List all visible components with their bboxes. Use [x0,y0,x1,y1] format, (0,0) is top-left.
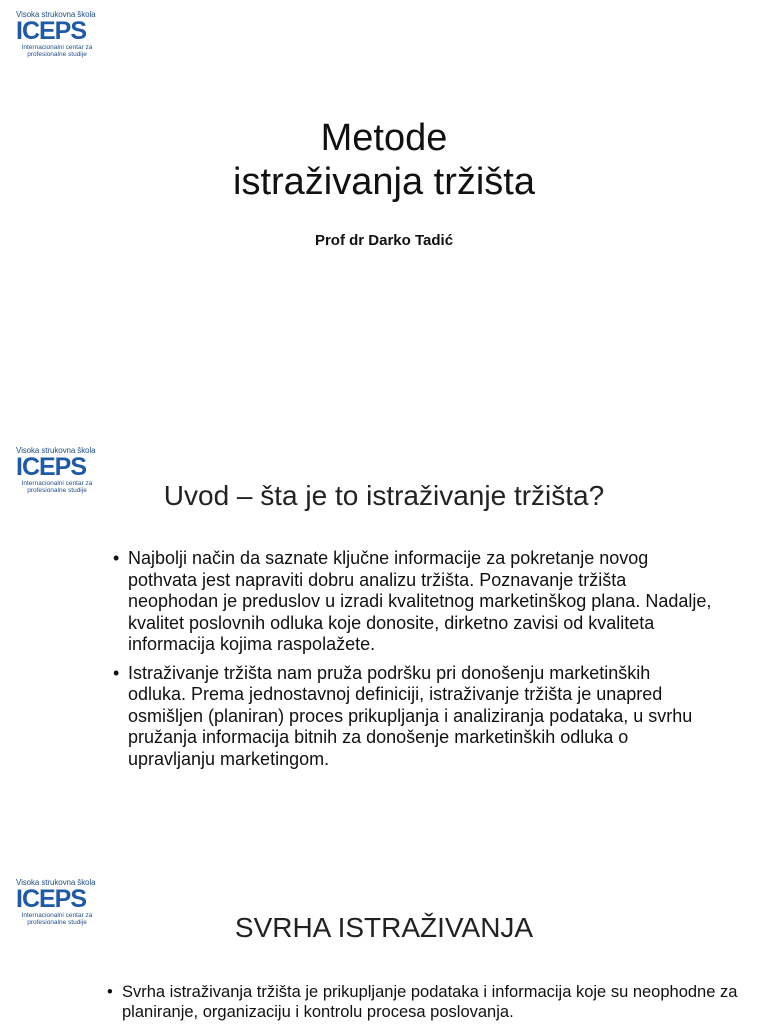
bullet-list [113,548,713,777]
bullet-item: • Najbolji način da saznate ključne informacije za pokretanje novog pothvata jest napraviti dobru analizu tržišta. Poznavanje tržišta neophodan je preduslov u izradi kvalitetnog marketinškog plana. Nadalje, kvalitet poslovnih odluka koje donosite, dirketno zavisi od kvaliteta informacija kojima raspolažete. [113,548,713,656]
logo-wordmark: ICEPS [16,885,87,913]
slide-introduction [0,432,768,864]
slide-purpose [0,864,768,1024]
title-line-2: istraživanja tržišta [233,161,535,203]
bullet-item: • Svrha istraživanja tržišta je prikupljanje podataka i informacija koje su neophodne za planiranje, organizaciju i kontrolu procesa poslovanja. [107,982,747,1022]
logo-subtitle: Internacionalni centar za profesionalne studije [21,44,93,58]
slide-heading: SVRHA ISTRAŽIVANJA [234,912,534,943]
logo-wordmark: ICEPS [16,17,87,45]
iceps-logo [16,10,96,58]
logo-wordmark: ICEPS [16,453,87,481]
logo-school-type: Visoka strukovna škola [16,10,96,19]
slide-heading: Uvod – šta je to istraživanje tržišta? [163,480,605,511]
author-name: Prof dr Darko Tadić [314,232,454,249]
title-line-1: Metode [320,117,448,159]
bullet-list [107,982,747,1029]
logo-subtitle: Internacionalni centar za profesionalne studije [21,912,93,926]
presentation-title [0,116,768,204]
logo-school-type: Visoka strukovna škola [16,446,96,455]
logo-subtitle: Internacionalni centar za profesionalne studije [21,480,93,494]
bullet-item: • Istraživanje tržišta nam pruža podršku pri donošenju marketinških odluka. Prema jednostavnoj definiciji, istraživanje tržišta je unapred osmišljen (planiran) proces prikupljanja i analiziranja podataka, u svrhu pružanja informacija bitnih za donošenje marketinških odluka o upravljanju marketingom. [113,663,713,771]
logo-school-type: Visoka strukovna škola [16,878,96,887]
slide-title [0,0,768,432]
